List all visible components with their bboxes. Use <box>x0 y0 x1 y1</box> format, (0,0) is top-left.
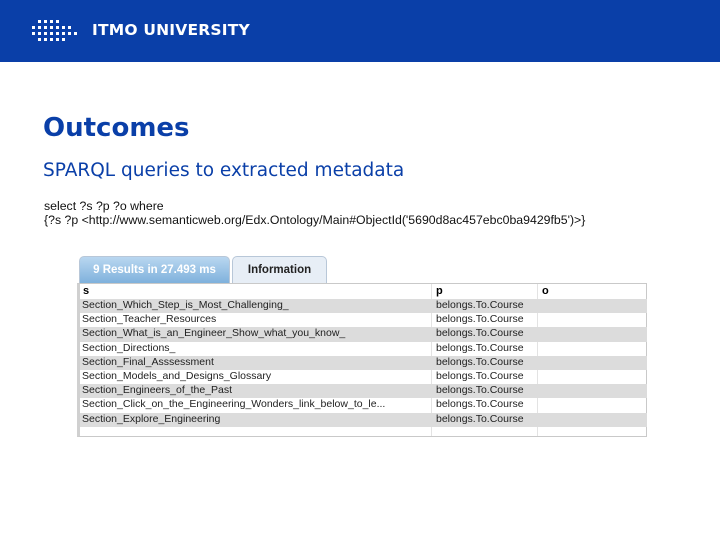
cell-predicate: belongs.To.Course <box>436 341 524 354</box>
table-row[interactable] <box>80 398 647 412</box>
table-row[interactable] <box>80 370 647 384</box>
cell-predicate: belongs.To.Course <box>436 369 524 382</box>
cell-predicate: belongs.To.Course <box>436 313 524 326</box>
cell-predicate: belongs.To.Course <box>436 398 524 411</box>
table-row[interactable] <box>80 313 647 327</box>
table-body <box>80 299 647 427</box>
header-bar <box>0 0 720 62</box>
slide-title: Outcomes <box>43 113 190 143</box>
results-table <box>77 283 647 437</box>
column-header-p[interactable]: p <box>436 285 443 297</box>
query-line-2: {?s ?p <http://www.semanticweb.org/Edx.Ontology/Main#ObjectId('5690d8ac457ebc0ba9429fb5')>} <box>44 213 586 227</box>
cell-subject: Section_Directions_ <box>82 341 176 354</box>
logo-text: ITMO UNIVERSITY <box>92 21 250 39</box>
tab-results[interactable]: 9 Results in 27.493 ms <box>79 256 230 283</box>
itmo-logo-dots-icon <box>30 18 80 44</box>
column-header-s[interactable]: s <box>83 285 90 297</box>
cell-subject: Section_What_is_an_Engineer_Show_what_you_know_ <box>82 327 346 340</box>
column-header-o[interactable]: o <box>542 285 549 297</box>
results-tabbar <box>77 255 647 283</box>
results-panel <box>77 255 647 437</box>
table-row[interactable] <box>80 413 647 427</box>
cell-predicate: belongs.To.Course <box>436 384 524 397</box>
table-row[interactable] <box>80 384 647 398</box>
tab-information[interactable]: Information <box>232 256 327 283</box>
cell-subject: Section_Engineers_of_the_Past <box>82 384 233 397</box>
cell-subject: Section_Teacher_Resources <box>82 313 217 326</box>
slide-subtitle: SPARQL queries to extracted metadata <box>43 160 405 181</box>
table-row[interactable] <box>80 342 647 356</box>
table-row[interactable] <box>80 299 647 313</box>
table-row[interactable] <box>80 356 647 370</box>
table-row[interactable] <box>80 327 647 341</box>
cell-subject: Section_Explore_Engineering <box>82 412 221 425</box>
cell-subject: Section_Models_and_Designs_Glossary <box>82 369 272 382</box>
query-line-1: select ?s ?p ?o where <box>44 199 164 213</box>
table-header <box>80 285 647 298</box>
cell-subject: Section_Final_Asssessment <box>82 355 214 368</box>
cell-subject: Section_Click_on_the_Engineering_Wonders_link_below_to_le... <box>82 398 386 411</box>
cell-predicate: belongs.To.Course <box>436 299 524 311</box>
cell-predicate: belongs.To.Course <box>436 355 524 368</box>
cell-subject: Section_Which_Step_is_Most_Challenging_ <box>82 299 289 311</box>
cell-predicate: belongs.To.Course <box>436 327 524 340</box>
cell-predicate: belongs.To.Course <box>436 412 524 425</box>
